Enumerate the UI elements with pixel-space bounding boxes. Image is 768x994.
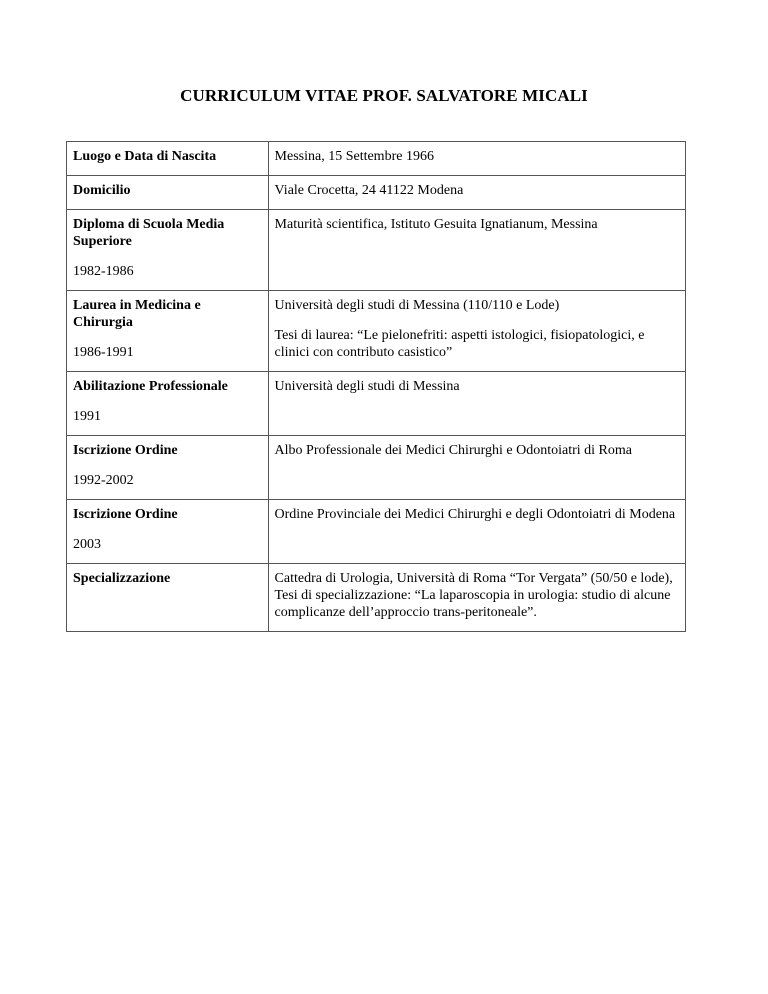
row-label — [67, 436, 269, 500]
row-value-thesis: Tesi di laurea: “Le pielonefriti: aspetti istologici, fisiopatologici, e clinici con contributo casistico” — [274, 328, 645, 360]
row-label — [67, 372, 269, 436]
row-value-text: Viale Crocetta, 24 41122 Modena — [274, 183, 464, 198]
table-row — [67, 372, 686, 436]
row-value-text: Università degli studi di Messina — [274, 379, 460, 394]
row-label — [67, 500, 269, 564]
row-label-text: Laurea in Medicina e Chirurgia — [73, 298, 201, 330]
row-period: 2003 — [73, 537, 101, 552]
row-value-text: Albo Professionale dei Medici Chirurghi e Odontoiatri di Roma — [274, 443, 632, 458]
row-label — [67, 291, 269, 372]
row-period: 1992-2002 — [73, 473, 134, 488]
row-period: 1991 — [73, 409, 101, 424]
row-value — [268, 372, 685, 436]
row-value-text: Ordine Provinciale dei Medici Chirurghi e degli Odontoiatri di Modena — [274, 507, 676, 522]
row-label-text: Abilitazione Professionale — [73, 379, 228, 394]
table-row — [67, 142, 686, 176]
row-value-text: Cattedra di Urologia, Università di Roma “Tor Vergata” (50/50 e lode), Tesi di specializzazione: “La laparoscopia in urologia: studio di alcune complicanze dell’approccio trans-peritoneale”. — [274, 571, 673, 620]
row-period: 1986-1991 — [73, 345, 134, 360]
row-label-text: Domicilio — [73, 183, 131, 198]
row-label-text: Iscrizione Ordine — [73, 507, 178, 522]
table-row — [67, 291, 686, 372]
table-row — [67, 564, 686, 632]
row-value — [268, 210, 685, 291]
row-label — [67, 176, 269, 210]
table-row — [67, 500, 686, 564]
table-row — [67, 436, 686, 500]
row-value-text: Università degli studi di Messina (110/110 e Lode) — [274, 298, 560, 313]
row-value — [268, 564, 685, 632]
row-label-text: Diploma di Scuola Media Superiore — [73, 217, 225, 249]
row-label-text: Luogo e Data di Nascita — [73, 149, 217, 164]
cv-table — [66, 141, 686, 632]
table-row — [67, 176, 686, 210]
row-value — [268, 142, 685, 176]
table-row — [67, 210, 686, 291]
row-value-text: Messina, 15 Settembre 1966 — [274, 149, 434, 164]
row-value-text: Maturità scientifica, Istituto Gesuita Ignatianum, Messina — [274, 217, 598, 232]
row-label — [67, 210, 269, 291]
row-value — [268, 291, 685, 372]
row-value — [268, 176, 685, 210]
row-label — [67, 564, 269, 632]
row-label — [67, 142, 269, 176]
row-value — [268, 500, 685, 564]
page-title: CURRICULUM VITAE PROF. SALVATORE MICALI — [180, 86, 588, 105]
row-label-text: Specializzazione — [73, 571, 171, 586]
row-period: 1982-1986 — [73, 264, 134, 279]
row-label-text: Iscrizione Ordine — [73, 443, 178, 458]
row-value — [268, 436, 685, 500]
